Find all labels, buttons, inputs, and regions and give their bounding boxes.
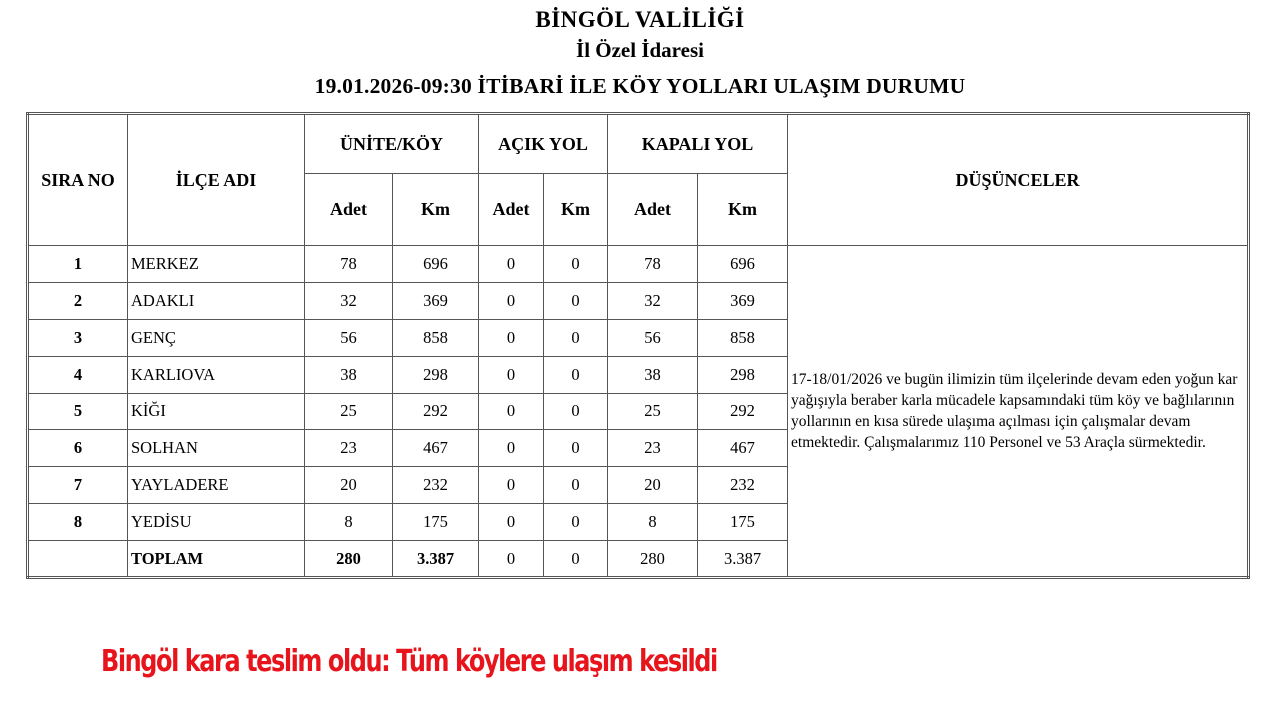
row-number: 3 [28, 319, 128, 356]
district-name: GENÇ [128, 319, 305, 356]
unite-km: 298 [393, 356, 479, 393]
unite-km: 232 [393, 467, 479, 504]
row-number: 8 [28, 504, 128, 541]
unite-km: 696 [393, 246, 479, 283]
acik-km: 0 [544, 467, 608, 504]
acik-adet: 0 [479, 504, 544, 541]
unite-adet: 38 [305, 356, 393, 393]
subcol-km: Km [393, 174, 479, 246]
header-subtitle: İl Özel İdaresi [576, 38, 704, 62]
col-kapali-yol: KAPALI YOL [608, 114, 788, 174]
acik-adet: 0 [479, 430, 544, 467]
row-number: 4 [28, 356, 128, 393]
acik-km: 0 [544, 282, 608, 319]
district-name: MERKEZ [128, 246, 305, 283]
total-kapali-km: 3.387 [698, 541, 788, 578]
subcol-km: Km [698, 174, 788, 246]
unite-adet: 23 [305, 430, 393, 467]
unite-km: 292 [393, 393, 479, 430]
kapali-km: 858 [698, 319, 788, 356]
unite-adet: 56 [305, 319, 393, 356]
kapali-adet: 38 [608, 356, 698, 393]
unite-adet: 25 [305, 393, 393, 430]
district-name: YAYLADERE [128, 467, 305, 504]
unite-adet: 20 [305, 467, 393, 504]
total-acik-adet: 0 [479, 541, 544, 578]
col-sira-no: SIRA NO [28, 114, 128, 246]
col-dusunceler: DÜŞÜNCELER [788, 114, 1249, 246]
kapali-adet: 20 [608, 467, 698, 504]
acik-adet: 0 [479, 319, 544, 356]
kapali-adet: 78 [608, 246, 698, 283]
kapali-adet: 23 [608, 430, 698, 467]
acik-adet: 0 [479, 246, 544, 283]
total-unite-km: 3.387 [393, 541, 479, 578]
subcol-adet: Adet [479, 174, 544, 246]
kapali-km: 467 [698, 430, 788, 467]
acik-km: 0 [544, 504, 608, 541]
acik-km: 0 [544, 356, 608, 393]
unite-km: 175 [393, 504, 479, 541]
kapali-km: 292 [698, 393, 788, 430]
report-title: 19.01.2026-09:30 İTİBARİ İLE KÖY YOLLARI ULAŞIM DURUMU [314, 74, 966, 98]
road-status-table [26, 112, 1250, 579]
row-number: 5 [28, 393, 128, 430]
total-unite-adet: 280 [305, 541, 393, 578]
kapali-km: 232 [698, 467, 788, 504]
col-unite-koy: ÜNİTE/KÖY [305, 114, 479, 174]
kapali-km: 369 [698, 282, 788, 319]
district-name: YEDİSU [128, 504, 305, 541]
table-row [28, 246, 1249, 283]
col-acik-yol: AÇIK YOL [479, 114, 608, 174]
acik-km: 0 [544, 393, 608, 430]
row-number: 1 [28, 246, 128, 283]
district-name: SOLHAN [128, 430, 305, 467]
subcol-km: Km [544, 174, 608, 246]
notes-cell: 17-18/01/2026 ve bugün ilimizin tüm ilçelerinde devam eden yoğun kar yağışıyla beraber karla mücadele kapsamındaki tüm köy ve bağlılarının yollarının en kısa sürede ulaşıma açılması için çalışmalar devam etmektedir. Çalışmalarımız 110 Personel ve 53 Araçla sürmektedir. [788, 246, 1249, 578]
acik-adet: 0 [479, 282, 544, 319]
district-name: KARLIOVA [128, 356, 305, 393]
subcol-adet: Adet [608, 174, 698, 246]
acik-km: 0 [544, 430, 608, 467]
district-name: KİĞI [128, 393, 305, 430]
unite-km: 858 [393, 319, 479, 356]
unite-adet: 78 [305, 246, 393, 283]
acik-km: 0 [544, 246, 608, 283]
total-kapali-adet: 280 [608, 541, 698, 578]
acik-km: 0 [544, 319, 608, 356]
total-label: TOPLAM [128, 541, 305, 578]
row-number: 2 [28, 282, 128, 319]
district-name: ADAKLI [128, 282, 305, 319]
kapali-adet: 32 [608, 282, 698, 319]
subcol-adet: Adet [305, 174, 393, 246]
row-number: 6 [28, 430, 128, 467]
kapali-km: 298 [698, 356, 788, 393]
news-headline: Bingöl kara teslim oldu: Tüm köylere ulaşım kesildi [101, 644, 717, 679]
kapali-adet: 8 [608, 504, 698, 541]
total-acik-km: 0 [544, 541, 608, 578]
unite-adet: 32 [305, 282, 393, 319]
unite-adet: 8 [305, 504, 393, 541]
kapali-km: 696 [698, 246, 788, 283]
unite-km: 369 [393, 282, 479, 319]
col-ilce-adi: İLÇE ADI [128, 114, 305, 246]
acik-adet: 0 [479, 467, 544, 504]
kapali-adet: 25 [608, 393, 698, 430]
header-title: BİNGÖL VALİLİĞİ [535, 7, 745, 32]
kapali-km: 175 [698, 504, 788, 541]
acik-adet: 0 [479, 356, 544, 393]
row-number: 7 [28, 467, 128, 504]
acik-adet: 0 [479, 393, 544, 430]
unite-km: 467 [393, 430, 479, 467]
kapali-adet: 56 [608, 319, 698, 356]
total-number-empty [28, 541, 128, 578]
